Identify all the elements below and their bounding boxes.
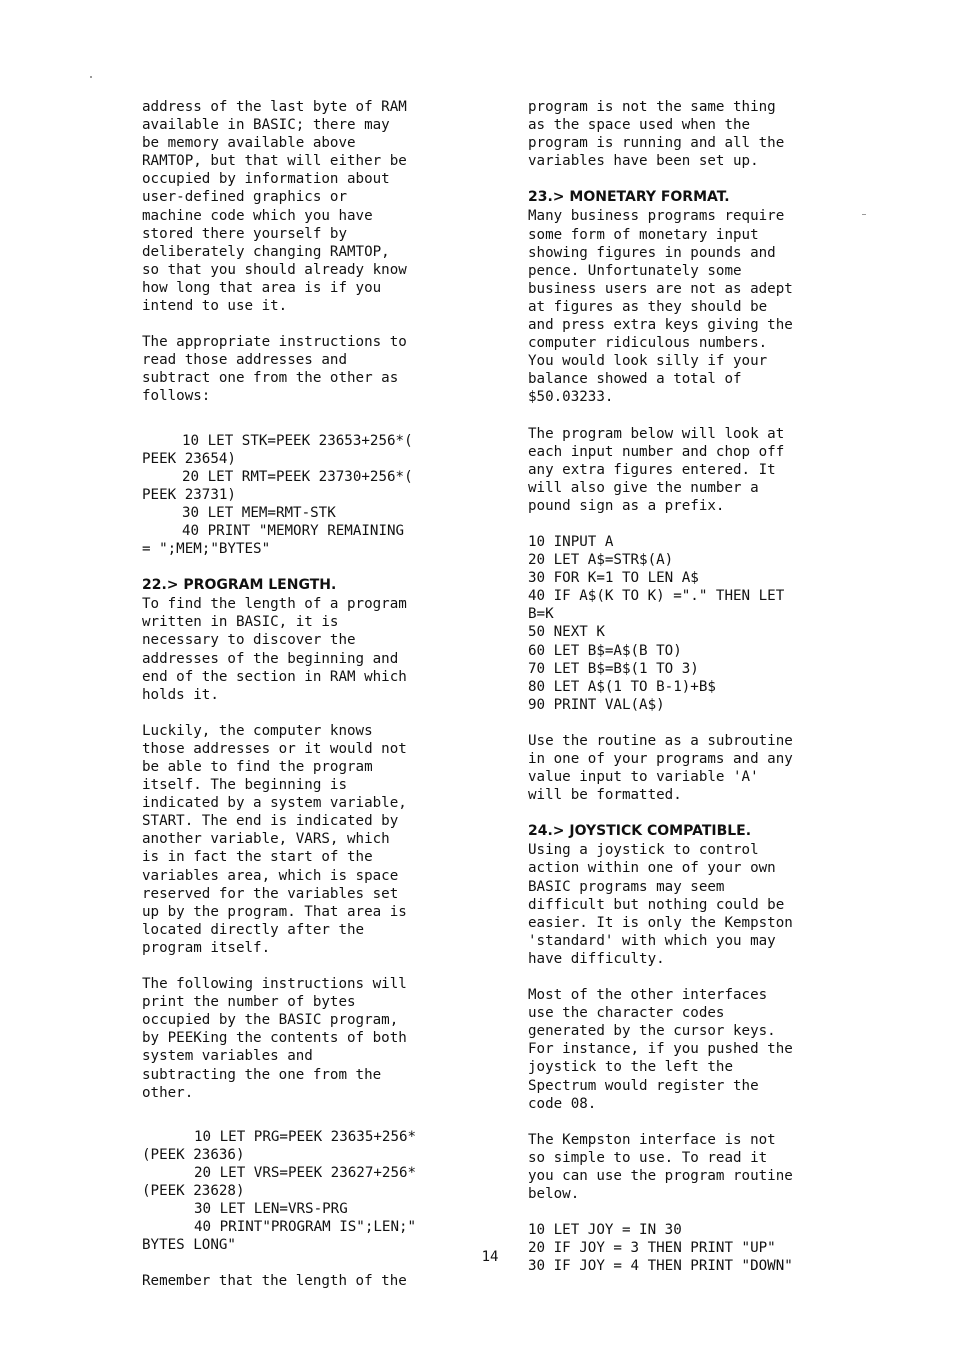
code-line: 20 LET RMT=PEEK 23730+256*( (182, 468, 413, 485)
text-line: follows: (142, 388, 211, 405)
text-line: pound sign as a prefix. (528, 497, 725, 514)
text-line: BASIC programs may seem (528, 878, 725, 895)
text-line: addresses of the beginning and (142, 650, 399, 667)
text-line: is in fact the start of the (142, 849, 373, 866)
text-line: some form of monetary input (528, 226, 759, 243)
text-line: easier. It is only the Kempston (528, 914, 793, 931)
text-line: by PEEKing the contents of both (142, 1030, 407, 1047)
text-line: RAMTOP, but that will either be (142, 153, 407, 170)
code-line: 20 LET VRS=PEEK 23627+256* (194, 1164, 417, 1181)
code-listing-program-length (142, 1128, 454, 1255)
code-line: 40 IF A$(K TO K) ="." THEN LET (528, 588, 785, 605)
text-line: will also give the number a (528, 479, 759, 496)
paragraph-program-length (142, 595, 454, 704)
section-heading-24: 24.> JOYSTICK COMPATIBLE. (528, 823, 752, 840)
text-line: other. (142, 1084, 194, 1101)
text-line: For instance, if you pushed the (528, 1041, 793, 1058)
text-line: action within one of your own (528, 860, 776, 877)
text-line: another variable, VARS, which (142, 831, 390, 848)
text-line: subtracting the one from the (142, 1066, 382, 1083)
text-line: generated by the cursor keys. (528, 1023, 776, 1040)
code-line: 10 INPUT A (528, 533, 614, 550)
text-line: those addresses or it would not (142, 740, 407, 757)
left-column (142, 98, 454, 1308)
text-line: address of the last byte of RAM (142, 99, 407, 115)
text-line: available in BASIC; there may (142, 117, 390, 134)
code-listing-monetary (528, 533, 840, 714)
text-line: up by the program. That area is (142, 903, 407, 920)
text-line: Luckily, the computer knows (142, 722, 373, 739)
text-line: be able to find the program (142, 759, 373, 775)
text-line: indicated by a system variable, (142, 795, 407, 812)
paragraph-program-below (528, 425, 840, 515)
code-line: 30 LET LEN=VRS-PRG (194, 1201, 348, 1218)
code-line: BYTES LONG" (142, 1237, 236, 1254)
text-line: deliberately changing RAMTOP, (142, 243, 390, 260)
code-listing-memory (142, 432, 454, 559)
text-line: The program below will look at (528, 425, 785, 442)
paragraph-subroutine (528, 732, 840, 804)
text-line: intend to use it. (142, 298, 288, 315)
right-column (528, 98, 840, 1293)
text-line: will be formatted. (528, 787, 682, 804)
paragraph-instructions (142, 333, 454, 405)
text-line: difficult but nothing could be (528, 896, 785, 913)
text-line: The following instructions will (142, 976, 407, 993)
code-line: 30 FOR K=1 TO LEN A$ (528, 570, 699, 587)
text-line: joystick to the left the (528, 1059, 733, 1076)
text-line: The appropriate instructions to (142, 334, 407, 351)
page-number: 14 (481, 1249, 499, 1265)
paragraph-monetary (528, 207, 840, 406)
text-line: variables have been set up. (528, 153, 759, 170)
code-line: PEEK 23654) (142, 450, 236, 467)
text-line: Use the routine as a subroutine (528, 732, 793, 749)
text-line: at figures as they should be (528, 298, 768, 315)
text-line: Many business programs require (528, 208, 785, 225)
text-line: program is not the same thing (528, 99, 776, 115)
code-line: 10 LET JOY = IN 30 (528, 1222, 682, 1239)
text-line: occupied by the BASIC program, (142, 1012, 399, 1029)
code-line: (PEEK 23636) (142, 1146, 245, 1163)
code-line: B=K (528, 606, 554, 623)
text-line: program is running and all the (528, 135, 785, 152)
code-line: 60 LET B$=A$(B TO) (528, 642, 682, 659)
text-line: machine code which you have (142, 207, 373, 224)
scan-speck (862, 214, 866, 215)
text-line: and press extra keys giving the (528, 317, 793, 334)
code-line: 30 IF JOY = 4 THEN PRINT "DOWN" (528, 1258, 793, 1275)
code-line: 20 LET A$=STR$(A) (528, 552, 674, 569)
text-line: system variables and (142, 1048, 313, 1065)
text-line: You would look silly if your (528, 353, 768, 370)
text-line: variables area, which is space (142, 867, 399, 884)
text-line: reserved for the variables set (142, 885, 399, 902)
text-line: itself. The beginning is (142, 777, 347, 794)
text-line: in one of your programs and any (528, 751, 793, 767)
paragraph-program-space (528, 98, 840, 170)
text-line: print the number of bytes (142, 994, 356, 1011)
code-listing-joystick (528, 1221, 840, 1275)
code-line: PEEK 23731) (142, 486, 236, 503)
code-line: 50 NEXT K (528, 624, 605, 641)
text-line: 'standard' with which you may (528, 932, 776, 949)
text-line: START. The end is indicated by (142, 813, 399, 830)
code-line: 40 PRINT"PROGRAM IS";LEN;" (194, 1219, 417, 1236)
text-line: necessary to discover the (142, 632, 356, 649)
paragraph-interfaces (528, 986, 840, 1113)
text-line: $50.03233. (528, 389, 614, 406)
text-line: To find the length of a program (142, 596, 407, 613)
paragraph-kempston (528, 1131, 840, 1203)
text-line: any extra figures entered. It (528, 461, 776, 478)
text-line: occupied by information about (142, 171, 390, 188)
text-line: Using a joystick to control (528, 842, 759, 859)
text-line: subtract one from the other as (142, 370, 399, 387)
text-line: so simple to use. To read it (528, 1149, 768, 1166)
code-line: = ";MEM;"BYTES" (142, 541, 271, 558)
text-line: pence. Unfortunately some (528, 262, 742, 279)
text-line: holds it. (142, 686, 219, 703)
paragraph-ramtop (142, 98, 454, 315)
text-line: showing figures in pounds and (528, 244, 776, 261)
text-line: use the character codes (528, 1005, 725, 1022)
paragraph-remember (142, 1272, 454, 1290)
text-line: you can use the program routine (528, 1167, 793, 1184)
code-line: (PEEK 23628) (142, 1182, 245, 1199)
scan-speck (90, 76, 92, 78)
paragraph-joystick (528, 841, 840, 968)
code-line: 80 LET A$(1 TO B-1)+B$ (528, 678, 716, 695)
text-line: business users are not as adept (528, 280, 793, 297)
text-line: value input to variable 'A' (528, 769, 759, 786)
code-line: 90 PRINT VAL(A$) (528, 696, 665, 713)
text-line: located directly after the (142, 921, 365, 938)
text-line: computer ridiculous numbers. (528, 335, 768, 352)
text-line: user-defined graphics or (142, 189, 347, 206)
text-line: have difficulty. (528, 950, 665, 967)
text-line: how long that area is if you (142, 279, 382, 296)
text-line: The Kempston interface is not (528, 1131, 776, 1148)
text-line: program itself. (142, 939, 271, 956)
text-line: read those addresses and (142, 352, 347, 369)
section-heading-22: 22.> PROGRAM LENGTH. (142, 577, 337, 594)
text-line: Remember that the length of the (142, 1273, 407, 1290)
text-line: stored there yourself by (142, 225, 347, 242)
text-line: code 08. (528, 1095, 597, 1112)
text-line: Spectrum would register the (528, 1077, 759, 1094)
code-line: 10 LET STK=PEEK 23653+256*( (182, 432, 413, 449)
code-line: 20 IF JOY = 3 THEN PRINT "UP" (528, 1240, 776, 1257)
text-line: Most of the other interfaces (528, 987, 768, 1004)
text-line: written in BASIC, it is (142, 614, 339, 631)
paragraph-luckily (142, 722, 454, 957)
text-line: balance showed a total of (528, 371, 742, 388)
code-line: 70 LET B$=B$(1 TO 3) (528, 660, 699, 677)
text-line: below. (528, 1185, 580, 1202)
code-line: 40 PRINT "MEMORY REMAINING (182, 522, 405, 539)
code-line: 10 LET PRG=PEEK 23635+256* (194, 1128, 417, 1145)
section-heading-23: 23.> MONETARY FORMAT. (528, 189, 730, 206)
code-line: 30 LET MEM=RMT-STK (182, 504, 336, 521)
text-line: end of the section in RAM which (142, 668, 407, 685)
text-line: each input number and chop off (528, 443, 785, 460)
text-line: be memory available above (142, 135, 356, 152)
paragraph-following (142, 975, 454, 1102)
text-line: as the space used when the (528, 117, 751, 134)
text-line: so that you should already know (142, 261, 407, 278)
